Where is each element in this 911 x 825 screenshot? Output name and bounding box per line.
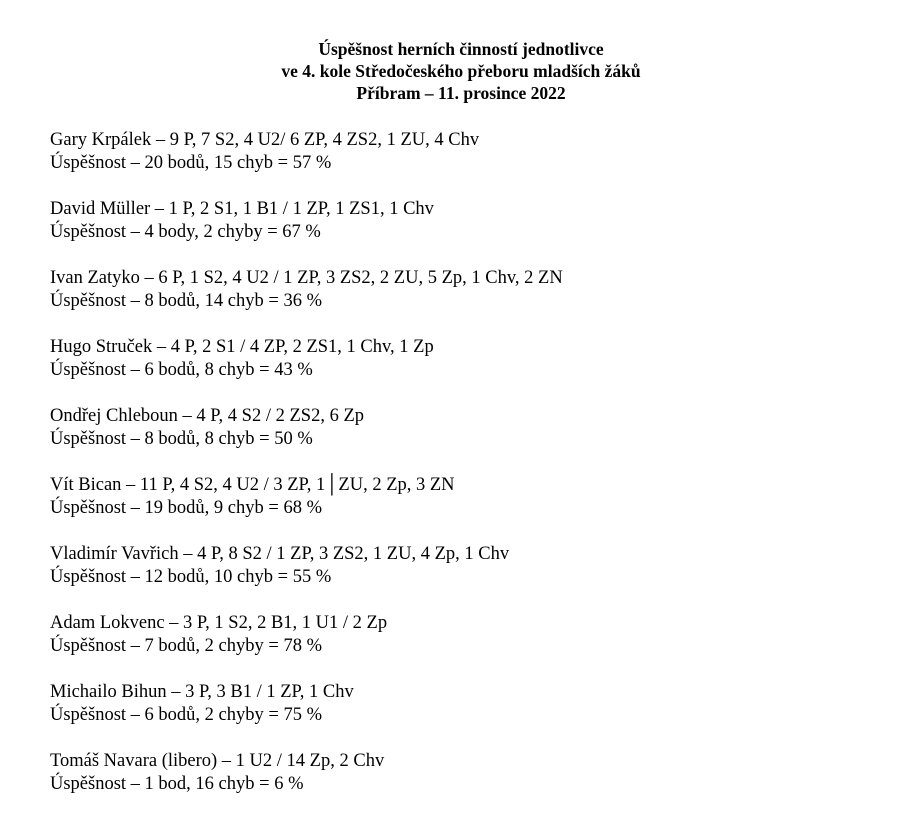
document-header xyxy=(0,38,911,104)
player-stats: Gary Krpálek – 9 P, 7 S2, 4 U2/ 6 ZP, 4 ZS2, 1 ZU, 4 Chv xyxy=(50,130,480,150)
player-stats: Vít Bican – 11 P, 4 S2, 4 U2 / 3 ZP, 1│ZU, 2 Zp, 3 ZN xyxy=(50,475,455,495)
player-entry xyxy=(50,405,890,474)
player-success-rate: Úspěšnost – 12 bodů, 10 chyb = 55 % xyxy=(50,567,332,587)
player-stats: Ondřej Chleboun – 4 P, 4 S2 / 2 ZS2, 6 Zp xyxy=(50,406,364,426)
player-stats: Vladimír Vavřich – 4 P, 8 S2 / 1 ZP, 3 ZS2, 1 ZU, 4 Zp, 1 Chv xyxy=(50,544,510,564)
header-subtitle: ve 4. kole Středočeského přeboru mladších žáků xyxy=(281,61,641,81)
player-stats: Hugo Struček – 4 P, 2 S1 / 4 ZP, 2 ZS1, 1 Chv, 1 Zp xyxy=(50,337,434,357)
player-entry xyxy=(50,336,890,405)
player-success-rate: Úspěšnost – 8 bodů, 8 chyb = 50 % xyxy=(50,429,313,449)
player-success-rate: Úspěšnost – 20 bodů, 15 chyb = 57 % xyxy=(50,153,332,173)
player-entry xyxy=(50,129,890,198)
player-stats: Adam Lokvenc – 3 P, 1 S2, 2 B1, 1 U1 / 2 Zp xyxy=(50,613,388,633)
player-success-rate: Úspěšnost – 4 body, 2 chyby = 67 % xyxy=(50,222,321,242)
player-entry xyxy=(50,474,890,543)
player-success-rate: Úspěšnost – 6 bodů, 2 chyby = 75 % xyxy=(50,705,322,725)
player-entry xyxy=(50,612,890,681)
player-entry xyxy=(50,267,890,336)
player-entry xyxy=(50,543,890,612)
player-stats: David Müller – 1 P, 2 S1, 1 B1 / 1 ZP, 1 ZS1, 1 Chv xyxy=(50,199,434,219)
player-stats: Ivan Zatyko – 6 P, 1 S2, 4 U2 / 1 ZP, 3 ZS2, 2 ZU, 5 Zp, 1 Chv, 2 ZN xyxy=(50,268,563,288)
header-place-date: Příbram – 11. prosince 2022 xyxy=(356,83,566,103)
player-stats: Tomáš Navara (libero) – 1 U2 / 14 Zp, 2 Chv xyxy=(50,751,385,771)
player-entry xyxy=(50,681,890,750)
player-stats: Michailo Bihun – 3 P, 3 B1 / 1 ZP, 1 Chv xyxy=(50,682,354,702)
player-success-rate: Úspěšnost – 7 bodů, 2 chyby = 78 % xyxy=(50,636,322,656)
player-entry xyxy=(50,750,890,819)
player-success-rate: Úspěšnost – 19 bodů, 9 chyb = 68 % xyxy=(50,498,322,518)
player-success-rate: Úspěšnost – 6 bodů, 8 chyb = 43 % xyxy=(50,360,313,380)
player-success-rate: Úspěšnost – 8 bodů, 14 chyb = 36 % xyxy=(50,291,322,311)
player-success-rate: Úspěšnost – 1 bod, 16 chyb = 6 % xyxy=(50,774,304,794)
player-list xyxy=(50,129,890,819)
header-title: Úspěšnost herních činností jednotlivce xyxy=(318,39,604,59)
player-entry xyxy=(50,198,890,267)
